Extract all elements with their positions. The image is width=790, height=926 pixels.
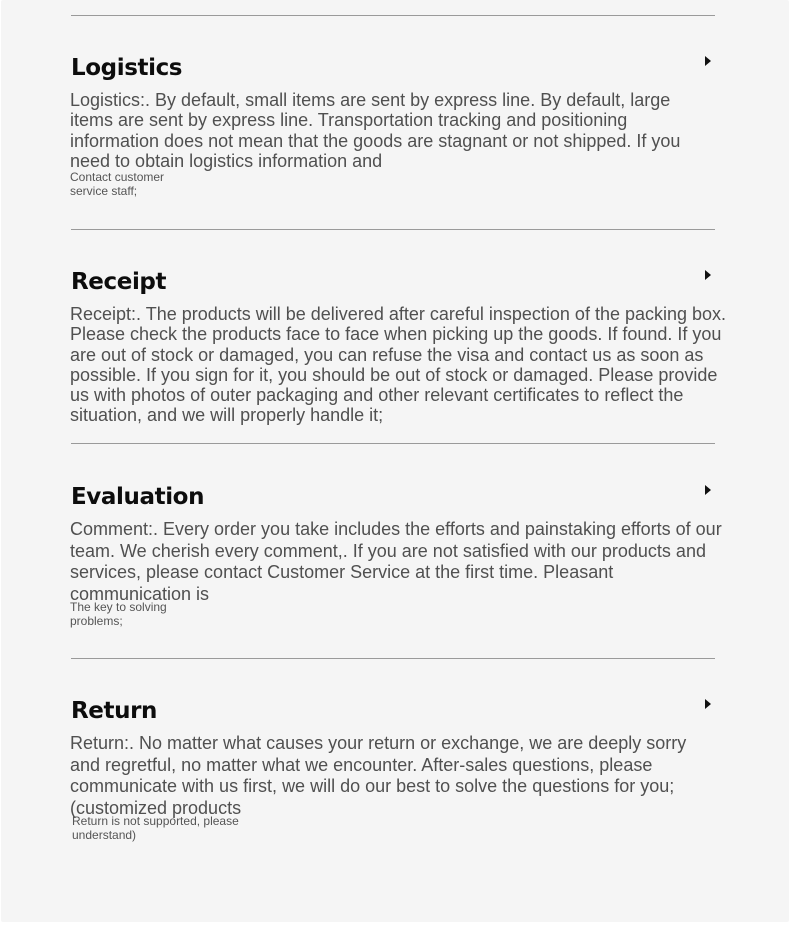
after-sales-info-page [1, 0, 789, 922]
section-note: Contact customer service staff; [70, 170, 165, 198]
section-body: Receipt:. The products will be delivered after careful inspection of the packing box. Please check the products face to face when picking up the goods. If found. If you are out of stock or damaged, you can refuse the visa and contact us as soon as possible. If you sign for it, you should be out of stock or damaged. Please provide us with photos of outer packaging and other relevant certificates to reflect the situation, and we will properly handle it; [70, 304, 727, 426]
section-title: Evaluation [71, 484, 205, 510]
caret-right-icon[interactable] [705, 270, 711, 280]
section-note: Return is not supported, please understand) [72, 814, 239, 842]
caret-right-icon[interactable] [705, 485, 711, 495]
section-body: Return:. No matter what causes your return or exchange, we are deeply sorry and regretful, no matter what we encounter. After-sales questions, please communicate with us first, we will do our best to solve the questions for you; (customized products [70, 733, 687, 818]
divider [71, 15, 715, 16]
caret-right-icon[interactable] [705, 699, 711, 709]
section-title: Return [71, 698, 157, 724]
section-body: Logistics:. By default, small items are sent by express line. By default, large items are sent by express line. Transportation tracking and positioning information does not mean that the goods are stagnant or not shipped. If you need to obtain logistics information and [70, 90, 681, 171]
divider [71, 443, 715, 444]
section-title: Receipt [71, 269, 167, 295]
section-title: Logistics [71, 55, 183, 81]
divider [71, 658, 715, 659]
caret-right-icon[interactable] [705, 56, 711, 66]
section-note: The key to solving problems; [70, 600, 167, 628]
divider [71, 229, 715, 230]
section-body: Comment:. Every order you take includes the efforts and painstaking efforts of our team. We cherish every comment,. If you are not satisfied with our products and services, please contact Customer Service at the first time. Pleasant communication is [70, 519, 722, 604]
